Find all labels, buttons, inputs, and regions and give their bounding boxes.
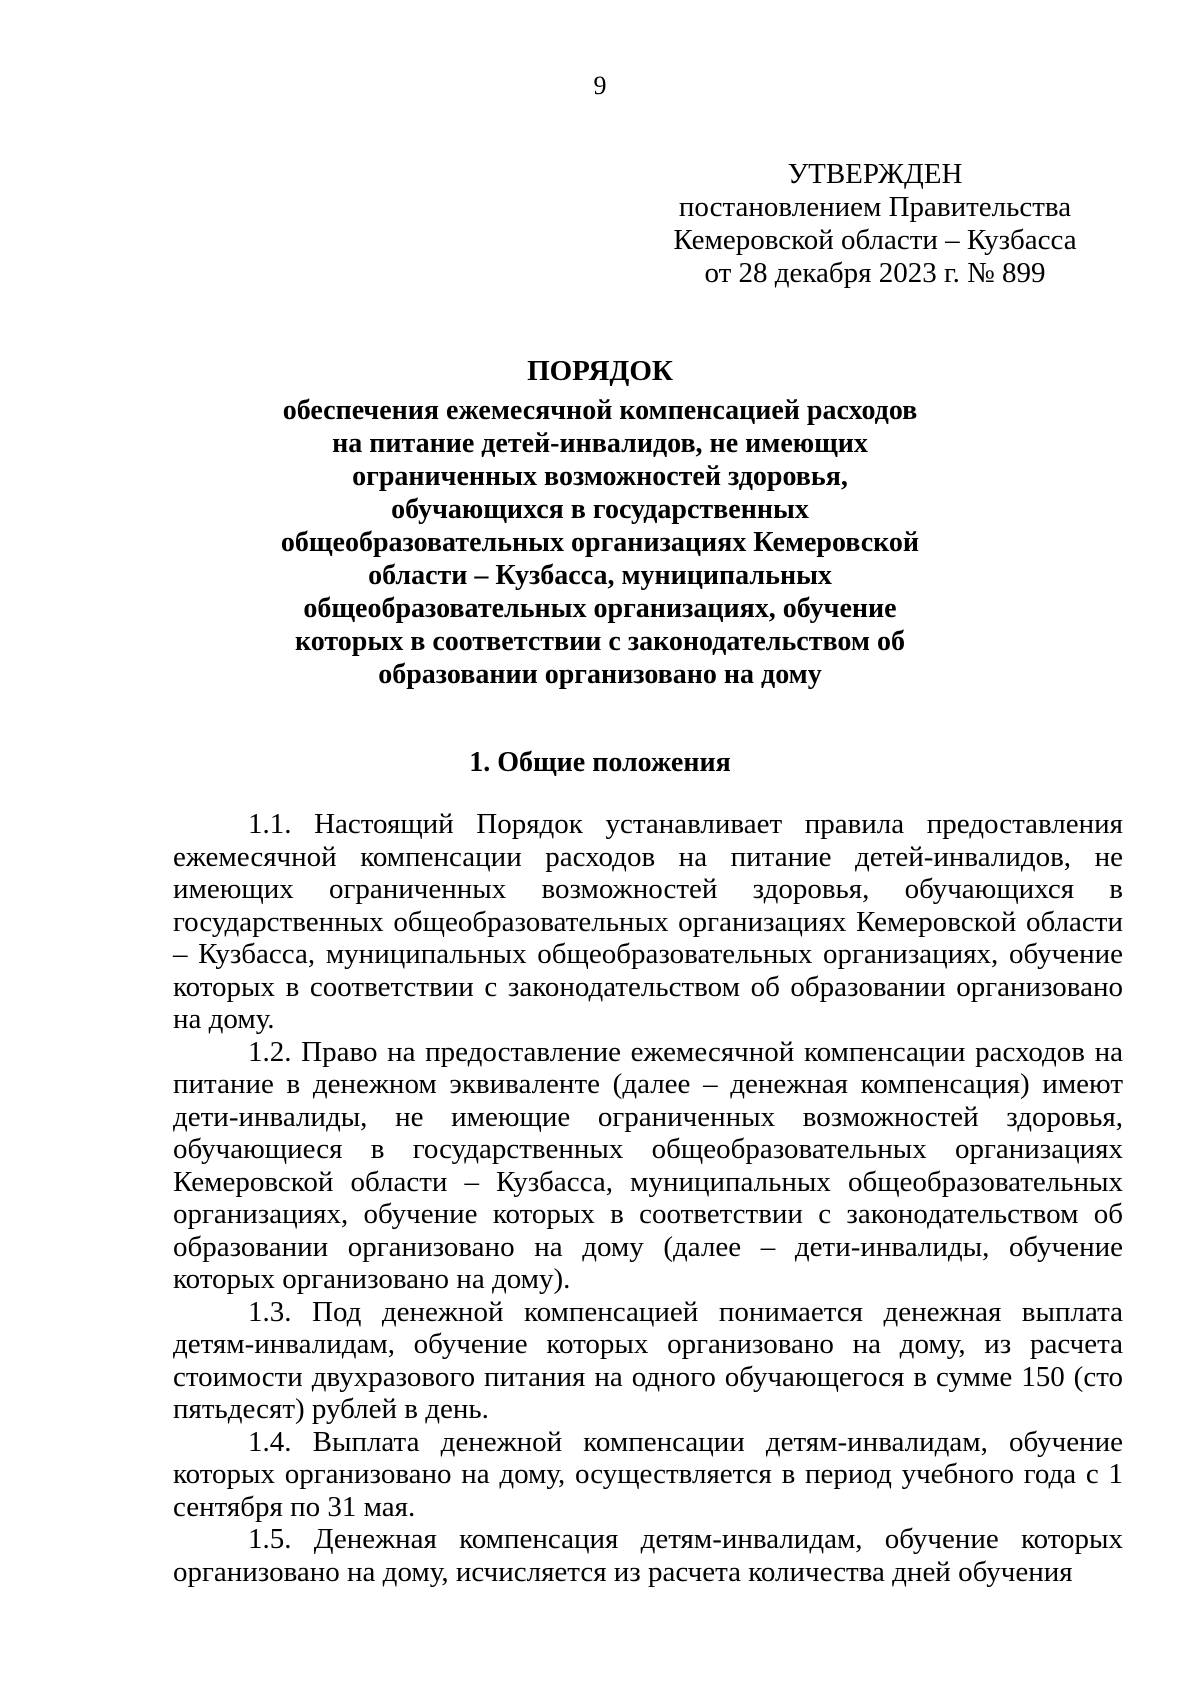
approval-line: постановлением Правительства bbox=[678, 191, 1072, 223]
section-heading: 1. Общие положения bbox=[469, 747, 731, 778]
paragraph-1-3: 1.3. Под денежной компенсацией понимается денежная выплата детям-инвалидам, обучение которых организовано на дому, из расчета стоимости двухразового питания на одного обучающегося в сумме 150 (сто пятьдесят) рублей в день. bbox=[173, 1295, 1123, 1425]
title-line: общеобразовательных организациях, обучение bbox=[303, 593, 897, 624]
document-name: ПОРЯДОК bbox=[527, 355, 673, 387]
title-line: обеспечения ежемесячной компенсацией расходов bbox=[282, 395, 918, 426]
approval-line: от 28 декабря 2023 г. № 899 bbox=[704, 257, 1046, 289]
document-title bbox=[240, 355, 960, 691]
title-line: области – Кузбасса, муниципальных bbox=[368, 560, 832, 591]
section-body bbox=[173, 808, 1123, 1588]
title-line: ограниченных возможностей здоровья, bbox=[352, 461, 848, 492]
approval-line: Кемеровской области – Кузбасса bbox=[673, 224, 1077, 256]
approval-stamp bbox=[640, 158, 1110, 290]
title-line: на питание детей-инвалидов, не имеющих bbox=[332, 428, 868, 459]
title-line: которых в соответствии с законодательством об bbox=[295, 626, 905, 657]
approval-line: УТВЕРЖДЕН bbox=[787, 158, 963, 190]
title-line: образовании организовано на дому bbox=[378, 659, 822, 690]
paragraph-1-5: 1.5. Денежная компенсация детям-инвалидам, обучение которых организовано на дому, исчисляется из расчета количества дней обучения bbox=[173, 1523, 1123, 1588]
page-number: 9 bbox=[593, 71, 607, 100]
paragraph-1-2: 1.2. Право на предоставление ежемесячной компенсации расходов на питание в денежном эквиваленте (далее – денежная компенсация) имеют дети-инвалиды, не имеющие ограниченных возможностей здоровья, обучающиеся в государственных общеобразовательных организациях Кемеровской области – Кузбасса, муниципальных общеобразовательных организациях, обучение которых в соответствии с законодательством об образовании организовано на дому (далее – дети-инвалиды, обучение которых организовано на дому). bbox=[173, 1035, 1123, 1295]
paragraph-1-4: 1.4. Выплата денежной компенсации детям-инвалидам, обучение которых организовано на дому, осуществляется в период учебного года с 1 сентября по 31 мая. bbox=[173, 1425, 1123, 1523]
title-line: обучающихся в государственных bbox=[391, 494, 809, 525]
paragraph-1-1: 1.1. Настоящий Порядок устанавливает правила предоставления ежемесячной компенсации расходов на питание детей-инвалидов, не имеющих ограниченных возможностей здоровья, обучающихся в государственных общеобразовательных организациях Кемеровской области – Кузбасса, муниципальных общеобразовательных организациях, обучение которых в соответствии с законодательством об образовании организовано на дому. bbox=[173, 808, 1123, 1035]
title-line: общеобразовательных организациях Кемеровской bbox=[280, 527, 920, 558]
